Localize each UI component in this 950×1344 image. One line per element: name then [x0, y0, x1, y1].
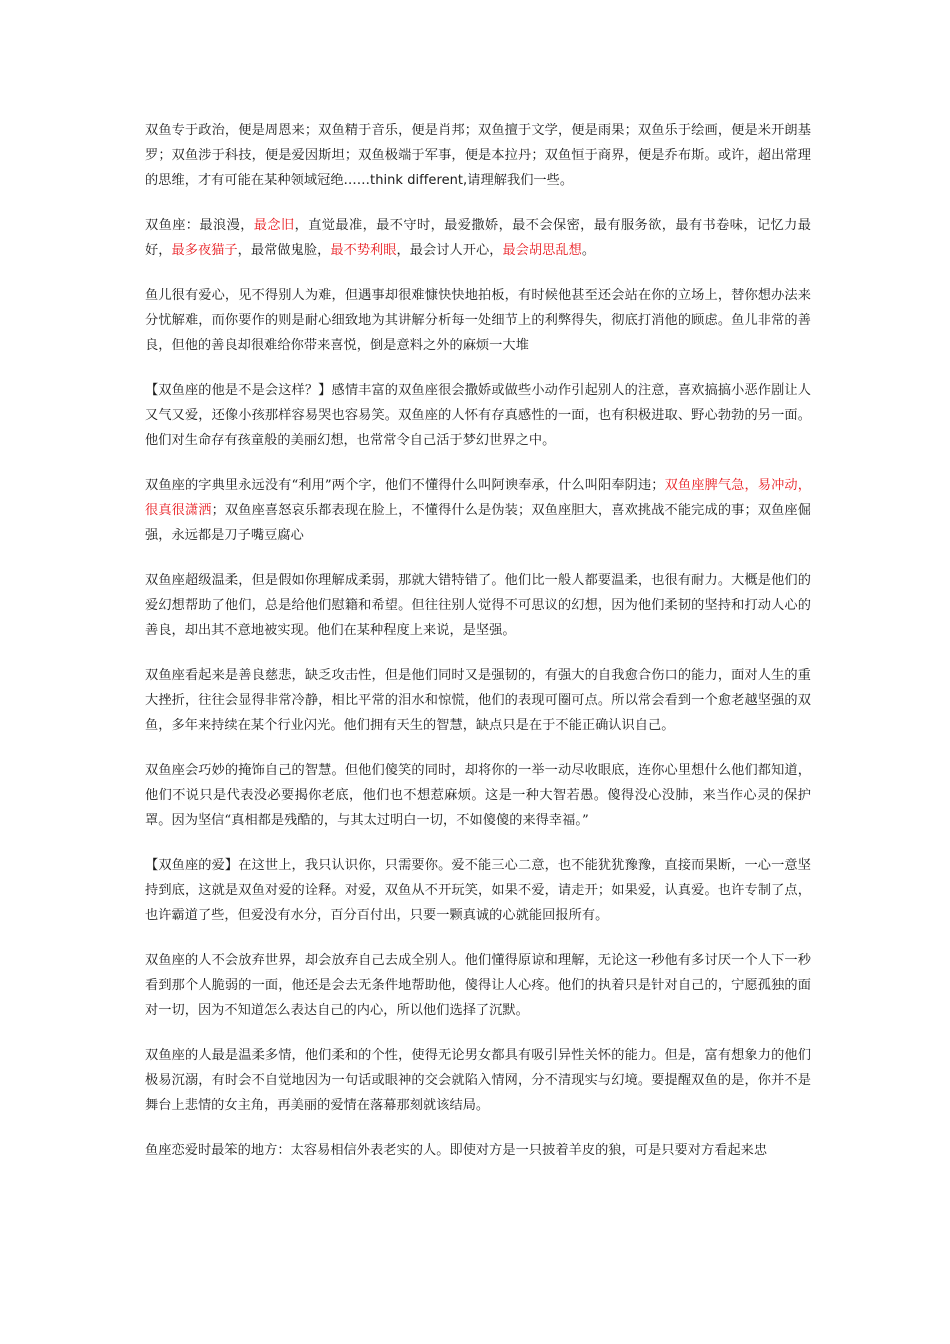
text-run: think different,	[370, 173, 468, 188]
text-run: 双鱼座的人最是温柔多情，他们柔和的个性，使得无论男女都具有吸引异性关怀的能力。但是，富有想象力的他们极易沉溺，有时会不自觉地因为一句话或眼神的交会就陷入情网，分不清现实与幻境。要提醒双鱼的是，你并不是舞台上悲情的女主角，再美丽的爱情在落幕那刻就该结局。	[145, 1048, 811, 1113]
text-run: 鱼座恋爱时最笨的地方：太容易相信外表老实的人。即使对方是一只披着羊皮的狼，可是只要对方看起来忠	[145, 1143, 768, 1158]
text-run: 鱼儿很有爱心，见不得别人为难，但遇事却很难慷快快地拍板，有时候他甚至还会站在你的立场上，替你想办法来分忧解难，而你要作的则是耐心细致地为其讲解分析每一处细节上的利弊得失，彻底打消他的顾虑。鱼儿非常的善良，但他的善良却很难给你带来喜悦，倒是意料之外的麻烦一大堆	[145, 288, 811, 353]
text-run: 双鱼座的人不会放弃世界，却会放弃自己去成全别人。他们懂得原谅和理解，无论这一秒他有多讨厌一个人下一秒看到那个人脆弱的一面，他还是会去无条件地帮助他，傻得让人心疼。他们的执着只是针对自己的，宁愿孤独的面对一切，因为不知道怎么表达自己的内心，所以他们选择了沉默。	[145, 953, 811, 1018]
text-run: 。	[581, 243, 596, 258]
text-run: ，直觉最准，最不守时，最爱撒娇，最不会保密，最有服务欲，最有书卷味，记忆力最好，	[145, 218, 811, 258]
paragraph	[145, 118, 811, 193]
paragraph	[145, 948, 811, 1023]
paragraph	[145, 1138, 811, 1163]
text-run: 双鱼座超级温柔，但是假如你理解成柔弱，那就大错特错了。他们比一般人都要温柔，也很有耐力。大概是他们的爱幻想帮助了他们，总是给他们慰籍和希望。但往往别人觉得不可思议的幻想，因为他们柔韧的坚持和打动人心的善良，却出其不意地被实现。他们在某种程度上来说，是坚强。	[145, 573, 811, 638]
text-run: ，最会讨人开心，	[396, 243, 503, 258]
text-run: 【双鱼座的爱】在这世上，我只认识你，只需要你。爱不能三心二意，也不能犹犹豫豫，直接而果断，一心一意坚持到底，这就是双鱼对爱的诠释。对爱，双鱼从不开玩笑，如果不爱，请走开；如果爱，认真爱。也许专制了点，也许霸道了些，但爱没有水分，百分百付出，只要一颗真诚的心就能回报所有。	[145, 858, 811, 923]
paragraph	[145, 1043, 811, 1118]
paragraph	[145, 473, 811, 548]
text-run: ，最常做鬼脸，	[237, 243, 331, 258]
paragraph	[145, 758, 811, 833]
text-run: 双鱼座的字典里永远没有“利用”两个字，他们不懂得什么叫阿谀奉承，什么叫阳奉阴违；	[145, 478, 665, 493]
paragraph	[145, 663, 811, 738]
paragraph	[145, 378, 811, 453]
text-run: 双鱼座会巧妙的掩饰自己的智慧。但他们傻笑的同时，却将你的一举一动尽收眼底，连你心里想什么他们都知道，他们不说只是代表没必要揭你老底，他们也不想惹麻烦。这是一种大智若愚。傻得没心没肺，来当作心灵的保护罩。因为坚信“真相都是残酷的，与其太过明白一切，不如傻傻的来得幸福。”	[145, 763, 811, 828]
text-run: 双鱼专于政治，便是周恩来；双鱼精于音乐，便是肖邦；双鱼擅于文学，便是雨果；双鱼乐于绘画，便是米开朗基罗；双鱼涉于科技，便是爱因斯坦；双鱼极端于军事，便是本拉丹；双鱼恒于商界，便是乔布斯。或许，超出常理的思维，才有可能在某种领域冠绝……	[145, 123, 811, 188]
paragraph	[145, 568, 811, 643]
paragraph	[145, 853, 811, 928]
highlighted-text: 最不势利眼	[330, 243, 397, 258]
highlighted-text: 最念旧	[253, 218, 295, 233]
highlighted-text: 最多夜猫子	[171, 243, 238, 258]
highlighted-text: 最会胡思乱想	[502, 243, 582, 258]
text-run: ；双鱼座喜怒哀乐都表现在脸上，不懂得什么是伪装；双鱼座胆大，喜欢挑战不能完成的事；双鱼座倔强，永远都是刀子嘴豆腐心	[145, 503, 811, 543]
text-run: 请理解我们一些。	[467, 173, 574, 188]
document-body	[145, 118, 811, 1183]
highlighted-text: 双鱼座脾气急，易冲动，很真很潇洒	[145, 478, 811, 518]
text-run: 【双鱼座的他是不是会这样？】感情丰富的双鱼座很会撒娇或做些小动作引起别人的注意，喜欢搞搞小恶作剧让人又气又爱，还像小孩那样容易哭也容易笑。双鱼座的人怀有存真感性的一面，也有积极进取、野心勃勃的另一面。他们对生命存有孩童般的美丽幻想，也常常令自己活于梦幻世界之中。	[145, 383, 811, 448]
text-run: 双鱼座：最浪漫，	[145, 218, 254, 233]
paragraph	[145, 283, 811, 358]
paragraph	[145, 213, 811, 263]
text-run: 双鱼座看起来是善良慈悲，缺乏攻击性，但是他们同时又是强韧的，有强大的自我愈合伤口的能力，面对人生的重大挫折，往往会显得非常冷静，相比平常的泪水和惊慌，他们的表现可圈可点。所以常会看到一个愈老越坚强的双鱼，多年来持续在某个行业闪光。他们拥有天生的智慧，缺点只是在于不能正确认识自己。	[145, 668, 811, 733]
